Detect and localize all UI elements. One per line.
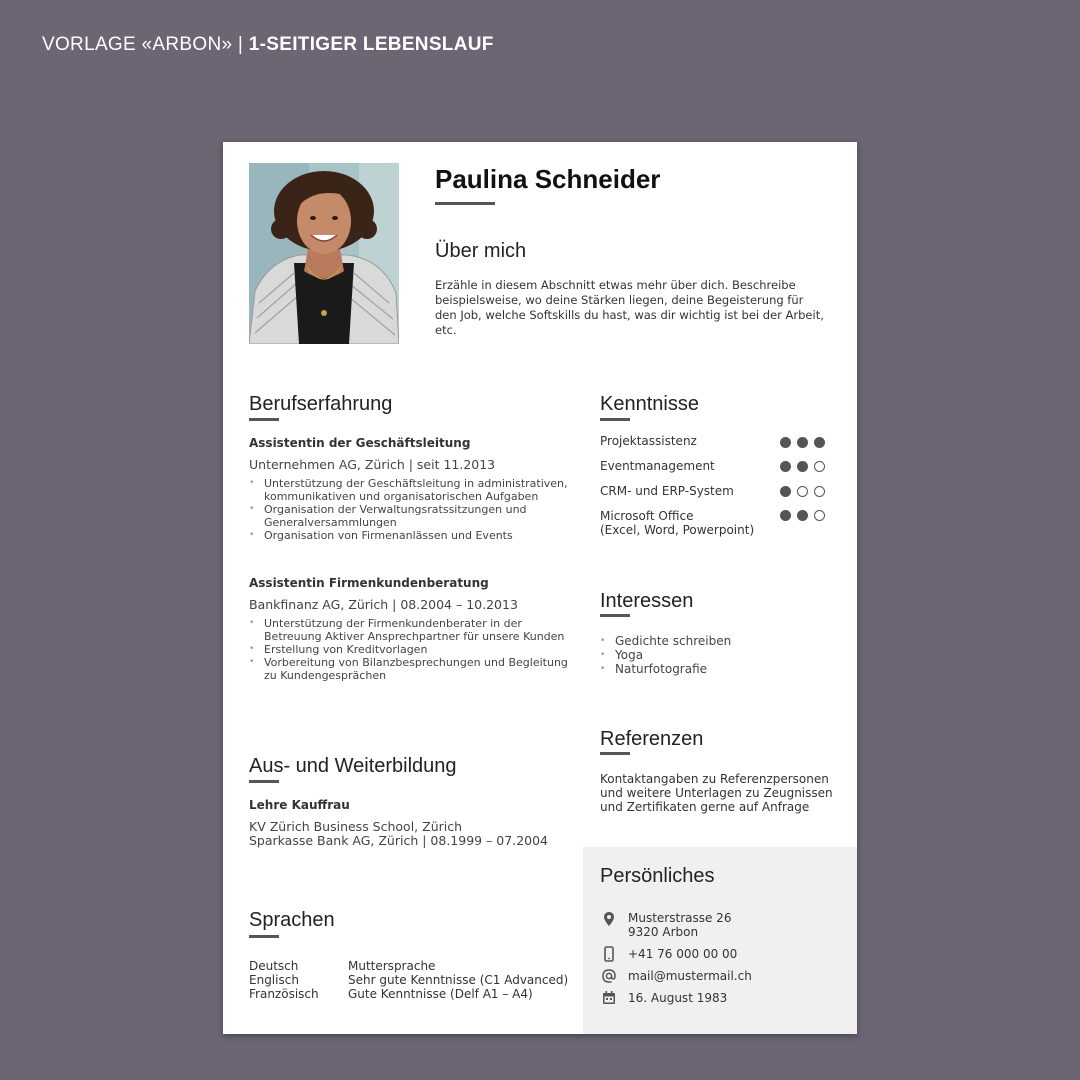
skill-name: CRM- und ERP-System	[600, 484, 734, 498]
at-sign-icon	[601, 968, 617, 984]
rating-dot-filled	[797, 437, 808, 448]
banner-template-name: VORLAGE «ARBON» |	[42, 34, 244, 55]
job-2-company: Bankfinanz AG, Zürich | 08.2004 – 10.2013	[249, 597, 518, 612]
personal-panel	[583, 847, 857, 1034]
language-name: Englisch	[249, 973, 299, 987]
language-level: Sehr gute Kenntnisse (C1 Advanced)	[348, 973, 569, 987]
personal-heading: Persönliches	[600, 865, 715, 887]
rating-dot-empty	[814, 486, 825, 497]
skills-underline	[600, 418, 630, 421]
education-underline	[249, 780, 279, 783]
list-item: • Gedichte schreiben	[600, 634, 840, 648]
name-underline	[435, 202, 495, 205]
education-line-1: KV Zürich Business School, Zürich	[249, 819, 463, 834]
rating-dot-empty	[814, 510, 825, 521]
interests-heading: Interessen	[600, 590, 694, 612]
resume-sheet	[223, 142, 857, 1034]
languages-heading: Sprachen	[249, 909, 335, 931]
resume-name: Paulina Schneider	[435, 164, 661, 194]
language-level: Gute Kenntnisse (Delf A1 – A4)	[348, 987, 533, 1001]
education-line-2: Sparkasse Bank AG, Zürich | 08.1999 – 07.2004	[249, 833, 548, 848]
rating-dot-filled	[780, 486, 791, 497]
rating-dot-empty	[814, 461, 825, 472]
skill-rating	[780, 437, 825, 448]
languages-underline	[249, 935, 279, 938]
about-text: Erzähle in diesem Abschnitt etwas mehr über dich. Beschreibe beispielsweise, wo deine Stärken liegen, deine Begeisterung für den Job, welche Softskills du hast, was dir wichtig ist bei der Arbeit, etc.	[435, 278, 824, 337]
skill-name: Microsoft Office	[600, 509, 694, 523]
experience-heading: Berufserfahrung	[249, 393, 393, 415]
job-1-title: Assistentin der Geschäftsleitung	[249, 436, 471, 450]
banner-subtitle: 1-SEITIGER LEBENSLAUF	[248, 34, 494, 55]
personal-phone: +41 76 000 00 00	[628, 947, 738, 961]
language-level: Muttersprache	[348, 959, 436, 973]
skill-rating	[780, 510, 825, 521]
references-text: Kontaktangaben zu Referenzpersonen und weitere Unterlagen zu Zeugnissen und Zertifikaten gerne auf Anfrage	[600, 772, 833, 814]
skill-detail: (Excel, Word, Powerpoint)	[600, 523, 755, 537]
personal-birthday: 16. August 1983	[628, 991, 728, 1005]
experience-underline	[249, 418, 279, 421]
interests-underline	[600, 614, 630, 617]
list-item: • Yoga	[600, 648, 840, 662]
location-pin-icon	[601, 911, 617, 927]
list-item: • Unterstützung der Geschäftsleitung in administrativen, kommunikativen und organisatorischen Aufgaben	[249, 477, 579, 503]
calendar-icon	[601, 990, 617, 1006]
job-2-title: Assistentin Firmenkundenberatung	[249, 576, 489, 590]
list-item: • Naturfotografie	[600, 662, 840, 676]
rating-dot-filled	[797, 461, 808, 472]
rating-dot-filled	[814, 437, 825, 448]
skill-name: Eventmanagement	[600, 459, 715, 473]
references-heading: Referenzen	[600, 728, 704, 750]
language-name: Deutsch	[249, 959, 299, 973]
references-underline	[600, 752, 630, 755]
list-item: • Organisation der Verwaltungsratssitzungen und Generalversammlungen	[249, 503, 579, 529]
page-banner	[42, 34, 494, 56]
education-title: Lehre Kauffrau	[249, 798, 350, 812]
list-item: • Organisation von Firmenanlässen und Events	[249, 529, 579, 542]
list-item: • Erstellung von Kreditvorlagen	[249, 643, 579, 656]
profile-photo-illustration	[249, 163, 399, 344]
skills-heading: Kenntnisse	[600, 393, 699, 415]
mobile-phone-icon	[601, 946, 617, 962]
rating-dot-filled	[780, 437, 791, 448]
personal-city: 9320 Arbon	[628, 925, 699, 939]
rating-dot-filled	[780, 510, 791, 521]
job-2-bullets	[249, 617, 579, 682]
skill-rating	[780, 486, 825, 497]
job-1-company: Unternehmen AG, Zürich | seit 11.2013	[249, 457, 496, 472]
job-1-bullets	[249, 477, 579, 542]
education-heading: Aus- und Weiterbildung	[249, 755, 457, 777]
language-name: Französisch	[249, 987, 319, 1001]
skill-name: Projektassistenz	[600, 434, 697, 448]
list-item: • Vorbereitung von Bilanzbesprechungen und Begleitung zu Kundengesprächen	[249, 656, 579, 682]
about-heading: Über mich	[435, 240, 527, 262]
profile-photo	[249, 163, 399, 344]
rating-dot-empty	[797, 486, 808, 497]
personal-email: mail@mustermail.ch	[628, 969, 752, 983]
rating-dot-filled	[797, 510, 808, 521]
interests-list	[600, 634, 840, 676]
list-item: • Unterstützung der Firmenkundenberater in der Betreuung Aktiver Ansprechpartner für unsere Kunden	[249, 617, 579, 643]
personal-street: Musterstrasse 26	[628, 911, 732, 925]
skill-rating	[780, 461, 825, 472]
rating-dot-filled	[780, 461, 791, 472]
